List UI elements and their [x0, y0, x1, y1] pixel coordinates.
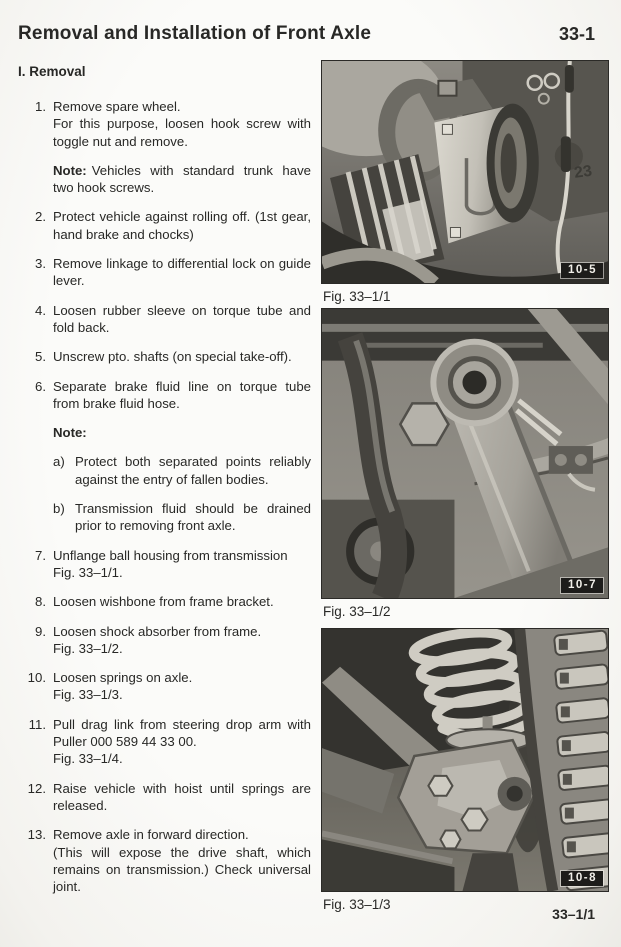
- figure-column: [321, 60, 609, 912]
- figure-1-photo: [321, 60, 609, 284]
- step-13: [18, 826, 312, 895]
- footer-page-ref: 33–1/1: [552, 906, 595, 922]
- step-number: 6.: [35, 378, 46, 394]
- sub-item-letter: a): [53, 454, 65, 470]
- figure-1-caption: Fig. 33–1/1: [323, 289, 391, 304]
- svg-text:23: 23: [573, 162, 594, 182]
- step-text: Unflange ball housing from transmission: [53, 547, 288, 563]
- step-2: [18, 208, 312, 243]
- step-text: For this purpose, loosen hook screw with toggle nut and remove.: [53, 116, 311, 149]
- front-spring-photo-illustration: [322, 629, 608, 891]
- step-text: Unscrew pto. shafts (on special take-off).: [53, 349, 292, 365]
- step-number: 5.: [35, 349, 46, 365]
- step-7: [18, 547, 312, 582]
- figure-3-photo: [321, 628, 609, 892]
- step-number: 4.: [35, 302, 46, 318]
- sub-item-text: Protect both separated points reliably against the entry of fallen bodies.: [75, 454, 311, 487]
- step-number: 12.: [27, 780, 46, 796]
- step-5: [18, 348, 312, 365]
- figure-2-photo: [321, 308, 609, 599]
- step-number: 13.: [27, 827, 46, 843]
- note-after-step-6: Note:: [53, 425, 87, 441]
- step-text: Loosen shock absorber from frame.: [53, 623, 262, 639]
- step-4: [18, 302, 312, 337]
- step-number: 8.: [35, 594, 46, 610]
- step-text: Loosen springs on axle.: [53, 670, 193, 686]
- step-8: [18, 593, 312, 610]
- step-text: Pull drag link from steering drop arm with Puller 000 589 44 33 00.: [53, 716, 311, 750]
- step-6: [18, 378, 312, 413]
- note-after-step-1: [53, 162, 311, 197]
- step-number: 11.: [28, 716, 46, 732]
- page-number: 33-1: [558, 24, 595, 44]
- figure-3: [321, 628, 609, 912]
- note-text: Vehicles with standard trunk have two hook screws.: [53, 162, 311, 196]
- note-sub-item-b: [53, 500, 312, 535]
- step-9: [18, 623, 312, 658]
- step-text: Loosen rubber sleeve on torque tube and fold back.: [53, 302, 311, 335]
- step-text: Remove linkage to differential lock on guide lever.: [53, 256, 311, 289]
- step-11: [18, 716, 312, 768]
- figure-reference: Fig. 33–1/2.: [53, 640, 123, 656]
- removal-steps-list: [18, 98, 312, 895]
- step-number: 9.: [35, 623, 46, 639]
- step-number: 2.: [35, 209, 46, 225]
- sub-item-letter: b): [53, 501, 65, 517]
- page-title: Removal and Installation of Front Axle: [18, 23, 372, 44]
- photo-index-badge: 10-5: [561, 263, 603, 278]
- step-text: Loosen wishbone from frame bracket.: [53, 594, 274, 610]
- figure-2-caption: Fig. 33–1/2: [323, 604, 391, 619]
- note-sub-item-a: [53, 453, 312, 488]
- figure-2: [321, 308, 609, 619]
- step-1: [18, 98, 312, 150]
- step-10: [18, 669, 312, 704]
- sub-item-text: Transmission fluid should be drained prior to removing front axle.: [75, 501, 311, 534]
- step-12: [18, 780, 312, 815]
- shock-absorber-photo-illustration: [322, 309, 608, 598]
- step-number: 7.: [35, 547, 46, 563]
- figure-3-caption: Fig. 33–1/3: [323, 897, 391, 912]
- step-text: Raise vehicle with hoist until springs are released.: [53, 780, 311, 813]
- photo-index-badge: 10-7: [561, 578, 603, 593]
- figure-reference: Fig. 33–1/3.: [53, 687, 123, 703]
- step-number: 10.: [27, 670, 46, 686]
- figure-reference: Fig. 33–1/4.: [53, 751, 123, 767]
- step-text: Remove axle in forward direction.: [53, 827, 249, 843]
- note-label: Note:: [53, 162, 87, 178]
- step-text: Protect vehicle against rolling off. (1st gear, hand brake and chocks): [53, 209, 311, 242]
- instruction-column: [18, 64, 312, 907]
- step-text: Separate brake fluid line on torque tube from brake fluid hose.: [53, 378, 311, 411]
- ball-housing-photo-illustration: [322, 61, 608, 283]
- photo-index-badge: 10-8: [561, 871, 603, 886]
- step-text: Remove spare wheel.: [53, 99, 181, 114]
- step-3: [18, 255, 312, 290]
- section-heading: I. Removal: [18, 64, 86, 79]
- step-number: 1.: [35, 99, 46, 114]
- step-text: (This will expose the drive shaft, which remains on transmission.) Check universal joint.: [53, 844, 311, 895]
- figure-reference: Fig. 33–1/1.: [53, 564, 123, 580]
- step-number: 3.: [35, 256, 46, 272]
- figure-1: [321, 60, 609, 304]
